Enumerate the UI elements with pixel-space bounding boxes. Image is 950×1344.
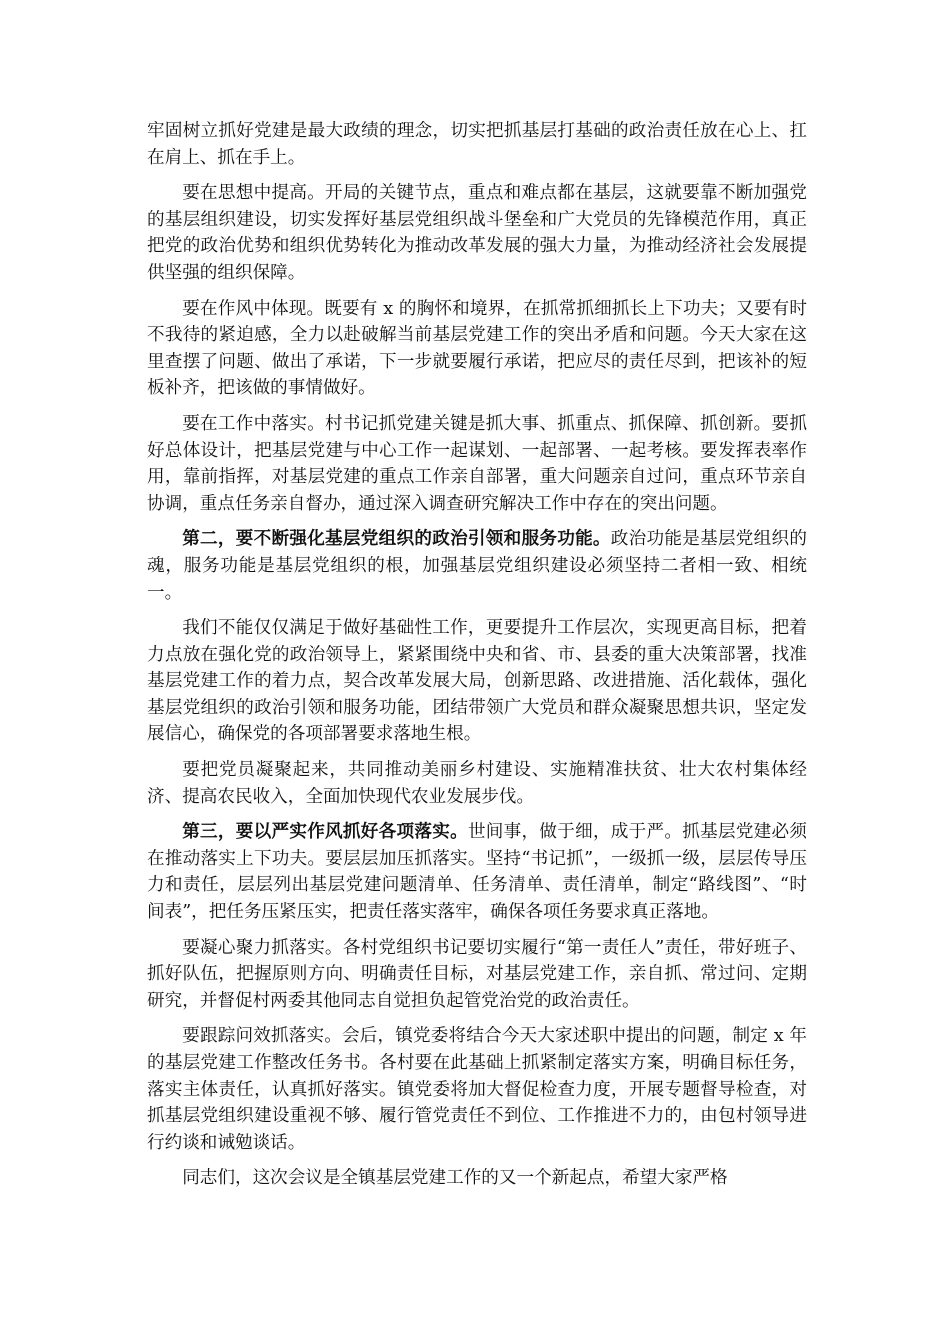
paragraph-4: [147, 411, 807, 517]
paragraph-4-text: 要在工作中落实。村书记抓党建关键是抓大事、抓重点、抓保障、抓创新。要抓好总体设计，把基层党建与中心工作一起谋划、一起部署、一起考核。要发挥表率作用，靠前指挥，对基层党建的重点工作亲自部署，重大问题亲自过问，重点环节亲自协调，重点任务亲自督办，通过深入调查研究解决工作中存在的突出问题。: [147, 413, 807, 514]
paragraph-5-lead: 第二，要不断强化基层党组织的政治引领和服务功能。: [182, 528, 611, 550]
paragraph-3-text: 要在作风中体现。既要有 x 的胸怀和境界，在抓常抓细抓长上下功夫；又要有时不我待的紧迫感，全力以赴破解当前基层党建工作的突出矛盾和问题。今天大家在这里查摆了问题、做出了承诺，下一步就要履行承诺，把应尽的责任尽到，把该补的短板补齐，把该做的事情做好。: [147, 298, 807, 399]
paragraph-8-lead: 第三，要以严实作风抓好各项落实。: [182, 821, 468, 843]
paragraph-6-text: 我们不能仅仅满足于做好基础性工作，更要提升工作层次，实现更高目标，把着力点放在强化党的政治领导上，紧紧围绕中央和省、市、县委的重大决策部署，找准基层党建工作的着力点，契合改革发展大局，创新思路、改进措施、活化载体，强化基层党组织的政治引领和服务功能，团结带领广大党员和群众凝聚思想共识，坚定发展信心，确保党的各项部署要求落地生根。: [147, 618, 807, 745]
paragraph-9-text: 要凝心聚力抓落实。各村党组织书记要切实履行“第一责任人”责任，带好班子、抓好队伍，把握原则方向、明确责任目标，对基层党建工作，亲自抓、常过问、定期研究，并督促村两委其他同志自觉担负起管党治党的政治责任。: [147, 937, 807, 1011]
paragraph-7: [147, 757, 807, 810]
paragraph-1: [147, 118, 807, 171]
paragraph-8: [147, 819, 807, 925]
paragraph-11: [147, 1165, 807, 1192]
paragraph-6: [147, 615, 807, 748]
paragraph-9: [147, 935, 807, 1015]
paragraph-3: [147, 296, 807, 402]
paragraph-2-text: 要在思想中提高。开局的关键节点，重点和难点都在基层，这就要靠不断加强党的基层组织建设，切实发挥好基层党组织战斗堡垒和广大党员的先锋模范作用，真正把党的政治优势和组织优势转化为推动改革发展的强大力量，为推动经济社会发展提供坚强的组织保障。: [147, 183, 807, 283]
paragraph-11-text: 同志们，这次会议是全镇基层党建工作的又一个新起点，希望大家严格: [182, 1168, 728, 1189]
paragraph-10-text: 要跟踪问效抓落实。会后，镇党委将结合今天大家述职中提出的问题，制定 x 年的基层党建工作整改任务书。各村要在此基础上抓紧制定落实方案，明确目标任务，落实主体责任，认真抓好落实。镇党委将加大督促检查力度，开展专题督导检查，对抓基层党组织建设重视不够、履行管党责任不到位、工作推进不力的，由包村领导进行约谈和诫勉谈话。: [147, 1026, 807, 1153]
document-page: [147, 118, 807, 1201]
paragraph-8-text: 世间事，做于细，成于严。抓基层党建必须在推动落实上下功夫。要层层加压抓落实。坚持“书记抓”，一级抓一级，层层传导压力和责任，层层列出基层党建问题清单、任务清单、责任清单，制定“路线图”、“时间表”，把任务压紧压实，把责任落实落牢，确保各项任务要求真正落地。: [147, 822, 807, 923]
paragraph-10: [147, 1023, 807, 1156]
paragraph-7-text: 要把党员凝聚起来，共同推动美丽乡村建设、实施精准扶贫、壮大农村集体经济、提高农民收入，全面加快现代农业发展步伐。: [147, 760, 807, 807]
paragraph-2: [147, 180, 807, 286]
paragraph-5: [147, 526, 807, 606]
paragraph-5-text: 政治功能是基层党组织的魂，服务功能是基层党组织的根，加强基层党组织建设必须坚持二者相一致、相统一。: [147, 529, 807, 603]
paragraph-1-text: 牢固树立抓好党建是最大政绩的理念，切实把抓基层打基础的政治责任放在心上、扛在肩上、抓在手上。: [147, 121, 807, 168]
